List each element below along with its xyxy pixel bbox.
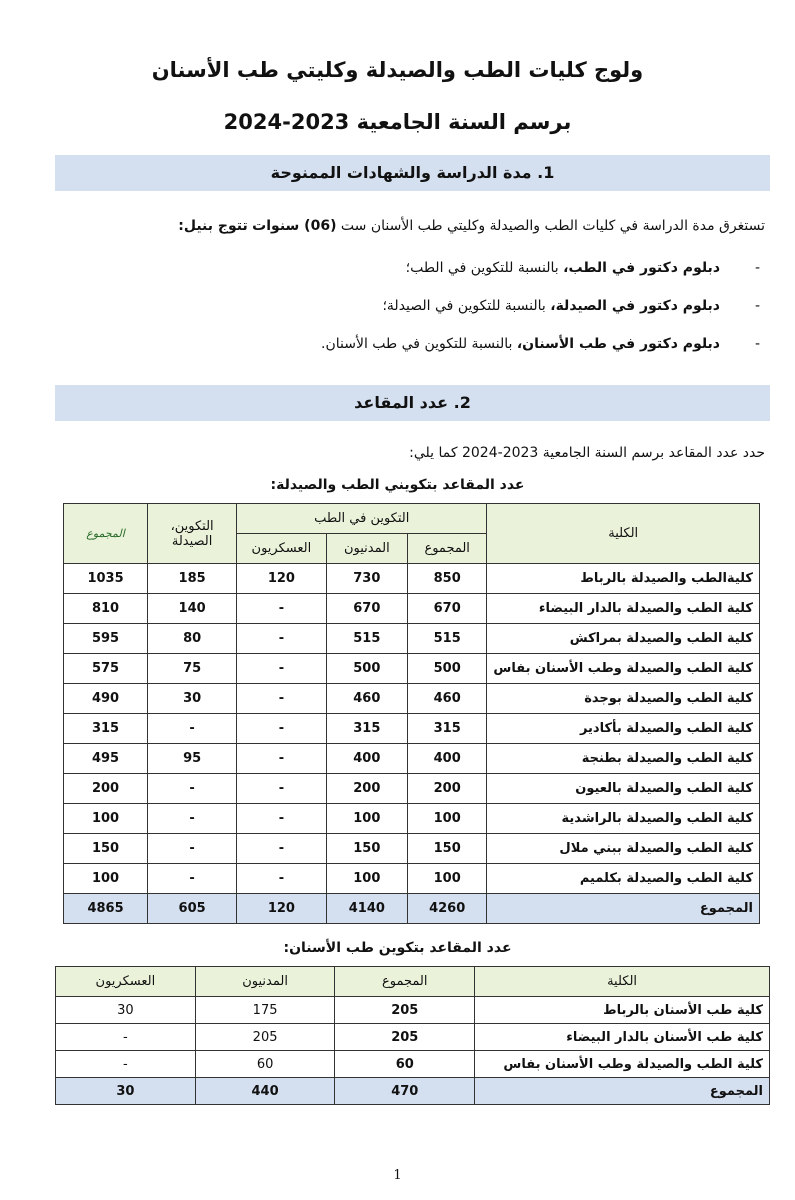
intro-text-a: تستغرق مدة الدراسة في كليات الطب والصيدلة وكليتي طب الأسنان ست <box>340 218 765 234</box>
civil-cell: 500 <box>326 654 407 684</box>
military-cell: - <box>237 864 327 894</box>
total-cell: 200 <box>408 774 487 804</box>
table1-caption: عدد المقاعد بتكويني الطب والصيدلة: <box>270 477 525 493</box>
total-cell: 470 <box>335 1078 475 1105</box>
pharmacy-cell: 605 <box>148 894 237 924</box>
pharmacy-cell: 30 <box>148 684 237 714</box>
total-label-cell: المجموع <box>475 1078 770 1105</box>
total-cell: 400 <box>408 744 487 774</box>
civil-cell: 315 <box>326 714 407 744</box>
military-cell: - <box>237 714 327 744</box>
total-cell: 4260 <box>408 894 487 924</box>
section2-intro: حدد عدد المقاعد برسم السنة الجامعية 2023-2024 كما يلي: <box>409 445 765 461</box>
table-row <box>64 624 760 654</box>
diploma-item-desc: بالنسبة للتكوين في الطب؛ <box>405 260 564 276</box>
military-cell: - <box>237 684 327 714</box>
military-cell: - <box>56 1024 196 1051</box>
diploma-item-title: دبلوم دكتور في طب الأسنان، <box>516 336 720 352</box>
faculty-name-cell: كلية الطب والصيدلة بكلميم <box>487 864 760 894</box>
col-header-military: العسكريون <box>56 967 196 997</box>
grand-total-cell: 100 <box>64 864 148 894</box>
intro-text-b: (06) سنوات <box>252 218 337 234</box>
total-cell: 460 <box>408 684 487 714</box>
total-cell: 100 <box>408 804 487 834</box>
grand-total-cell: 315 <box>64 714 148 744</box>
military-cell: - <box>237 804 327 834</box>
pharmacy-cell: - <box>148 864 237 894</box>
military-cell: 120 <box>237 564 327 594</box>
table-row <box>64 684 760 714</box>
grand-total-cell: 810 <box>64 594 148 624</box>
pharmacy-cell: - <box>148 834 237 864</box>
grand-total-cell: 100 <box>64 804 148 834</box>
grand-total-cell: 595 <box>64 624 148 654</box>
faculty-name-cell: كلية الطب والصيدلة بالعيون <box>487 774 760 804</box>
table-row <box>56 997 770 1024</box>
table2-caption: عدد المقاعد بتكوين طب الأسنان: <box>283 940 512 956</box>
total-cell: 315 <box>408 714 487 744</box>
faculty-name-cell: كلية الطب والصيدلة بالدار البيضاء <box>487 594 760 624</box>
table-row <box>64 594 760 624</box>
col-header-military: العسكريون <box>237 534 327 564</box>
intro-text-c: تتوج بنيل: <box>178 218 248 234</box>
section1-heading: 1. مدة الدراسة والشهادات الممنوحة <box>55 155 770 191</box>
pharmacy-cell: - <box>148 804 237 834</box>
military-cell: 30 <box>56 997 196 1024</box>
pharmacy-cell: 80 <box>148 624 237 654</box>
civil-cell: 175 <box>195 997 335 1024</box>
table-row <box>64 774 760 804</box>
medicine-pharmacy-seats-table <box>63 503 760 924</box>
faculty-name-cell: كلية الطب والصيدلة وطب الأسنان بفاس <box>487 654 760 684</box>
col-header-medicine-group: التكوين في الطب <box>237 504 487 534</box>
table-row <box>64 714 760 744</box>
diploma-item-title: دبلوم دكتور في الطب، <box>563 260 720 276</box>
civil-cell: 60 <box>195 1051 335 1078</box>
table-row <box>64 834 760 864</box>
military-cell: - <box>237 624 327 654</box>
grand-total-header-text: المجموع <box>86 527 125 540</box>
faculty-name-cell: كلية الطب والصيدلة بأكادير <box>487 714 760 744</box>
military-cell: 30 <box>56 1078 196 1105</box>
col-header-civil: المدنيون <box>326 534 407 564</box>
col-header-grand-total <box>64 504 148 564</box>
total-cell: 205 <box>335 997 475 1024</box>
civil-cell: 670 <box>326 594 407 624</box>
col-header-faculty: الكلية <box>475 967 770 997</box>
table-row <box>56 1051 770 1078</box>
civil-cell: 400 <box>326 744 407 774</box>
section2-heading: 2. عدد المقاعد <box>55 385 770 421</box>
diploma-item: -دبلوم دكتور في الصيدلة، بالنسبة للتكوين في الصيدلة؛ <box>382 298 760 314</box>
civil-cell: 440 <box>195 1078 335 1105</box>
total-label-cell: المجموع <box>487 894 760 924</box>
total-cell: 515 <box>408 624 487 654</box>
faculty-name-cell: كلية الطب والصيدلة وطب الأسنان بفاس <box>475 1051 770 1078</box>
grand-total-cell: 495 <box>64 744 148 774</box>
col-header-faculty: الكلية <box>487 504 760 564</box>
diploma-item: -دبلوم دكتور في طب الأسنان، بالنسبة للتكوين في طب الأسنان. <box>321 336 760 352</box>
military-cell: - <box>237 744 327 774</box>
dentistry-seats-table <box>55 966 770 1105</box>
military-cell: - <box>237 594 327 624</box>
faculty-name-cell: كلية الطب والصيدلة بمراكش <box>487 624 760 654</box>
page-number: 1 <box>393 1168 402 1183</box>
total-cell: 60 <box>335 1051 475 1078</box>
faculty-name-cell: كلية طب الأسنان بالدار البيضاء <box>475 1024 770 1051</box>
table-row <box>64 804 760 834</box>
table-row <box>64 654 760 684</box>
document-subtitle: برسم السنة الجامعية 2023-2024 <box>223 110 572 134</box>
table-row <box>64 564 760 594</box>
military-cell: - <box>237 654 327 684</box>
col-header-civil: المدنيون <box>195 967 335 997</box>
diploma-item-desc: بالنسبة للتكوين في طب الأسنان. <box>321 336 517 352</box>
civil-cell: 460 <box>326 684 407 714</box>
grand-total-cell: 200 <box>64 774 148 804</box>
total-cell: 150 <box>408 834 487 864</box>
military-cell: - <box>56 1051 196 1078</box>
table-total-row <box>64 894 760 924</box>
civil-cell: 200 <box>326 774 407 804</box>
table-total-row <box>56 1078 770 1105</box>
diploma-item: -دبلوم دكتور في الطب، بالنسبة للتكوين في الطب؛ <box>405 260 760 276</box>
faculty-name-cell: كليةالطب والصيدلة بالرباط <box>487 564 760 594</box>
faculty-name-cell: كلية طب الأسنان بالرباط <box>475 997 770 1024</box>
grand-total-cell: 490 <box>64 684 148 714</box>
military-cell: 120 <box>237 894 327 924</box>
faculty-name-cell: كلية الطب والصيدلة ببني ملال <box>487 834 760 864</box>
grand-total-cell: 150 <box>64 834 148 864</box>
col-header-total: المجموع <box>408 534 487 564</box>
table-row <box>64 744 760 774</box>
pharmacy-cell: 140 <box>148 594 237 624</box>
military-cell: - <box>237 834 327 864</box>
section1-intro <box>178 218 765 234</box>
civil-cell: 730 <box>326 564 407 594</box>
col-header-total: المجموع <box>335 967 475 997</box>
pharmacy-cell: 95 <box>148 744 237 774</box>
total-cell: 500 <box>408 654 487 684</box>
total-cell: 100 <box>408 864 487 894</box>
civil-cell: 515 <box>326 624 407 654</box>
pharmacy-cell: 185 <box>148 564 237 594</box>
civil-cell: 4140 <box>326 894 407 924</box>
diploma-item-title: دبلوم دكتور في الصيدلة، <box>550 298 720 314</box>
pharmacy-cell: 75 <box>148 654 237 684</box>
table-row <box>64 864 760 894</box>
civil-cell: 100 <box>326 804 407 834</box>
table-row <box>56 1024 770 1051</box>
col-header-pharmacy: التكوين، الصيدلة <box>148 504 237 564</box>
grand-total-cell: 4865 <box>64 894 148 924</box>
grand-total-cell: 575 <box>64 654 148 684</box>
military-cell: - <box>237 774 327 804</box>
civil-cell: 100 <box>326 864 407 894</box>
grand-total-cell: 1035 <box>64 564 148 594</box>
total-cell: 850 <box>408 564 487 594</box>
faculty-name-cell: كلية الطب والصيدلة بالراشدية <box>487 804 760 834</box>
total-cell: 670 <box>408 594 487 624</box>
document-title: ولوج كليات الطب والصيدلة وكليتي طب الأسنان <box>151 58 644 82</box>
faculty-name-cell: كلية الطب والصيدلة بطنجة <box>487 744 760 774</box>
pharmacy-cell: - <box>148 774 237 804</box>
pharmacy-cell: - <box>148 714 237 744</box>
faculty-name-cell: كلية الطب والصيدلة بوجدة <box>487 684 760 714</box>
diploma-item-desc: بالنسبة للتكوين في الصيدلة؛ <box>382 298 551 314</box>
total-cell: 205 <box>335 1024 475 1051</box>
civil-cell: 150 <box>326 834 407 864</box>
civil-cell: 205 <box>195 1024 335 1051</box>
